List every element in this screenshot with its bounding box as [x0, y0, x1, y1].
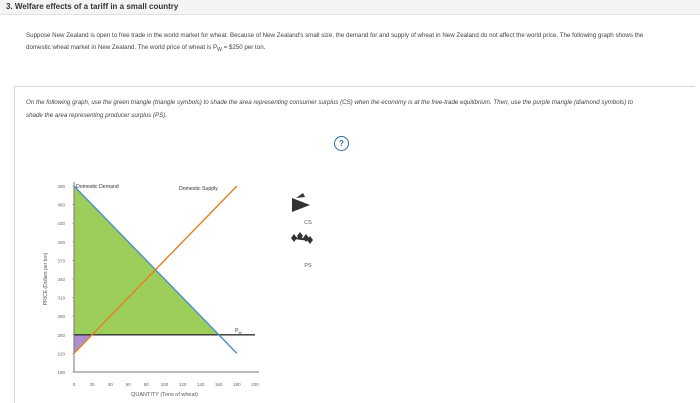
problem-intro-subscript: W	[217, 46, 222, 53]
x-tick-label: 40	[107, 382, 113, 387]
y-tick-label: 340	[57, 277, 65, 282]
question-title: 3. Welfare effects of a tariff in a small country	[6, 2, 179, 11]
y-tick-label: 280	[57, 314, 65, 320]
y-tick-label: 190	[57, 370, 65, 375]
problem-intro: Suppose New Zealand is open to free trade in the world market for wheat. Because of New Zealand's small size, the demand for and supply of wheat in New Zealand do not affect the world price. The following graph shows the domestic wheat market in New Zealand. The world price of wheat is P	[26, 32, 644, 51]
y-tick-label: 250	[57, 332, 65, 338]
y-tick-label: 400	[57, 239, 65, 245]
supply-curve-label: Domestic Supply	[178, 186, 218, 192]
x-tick-label: 20	[89, 382, 95, 387]
title-bar	[0, 0, 700, 15]
x-tick-label: 80	[143, 382, 149, 387]
x-tick-label: 120	[178, 382, 187, 387]
y-tick-label: 430	[57, 221, 65, 227]
x-tick-label: 0	[72, 382, 76, 387]
x-tick-label: 100	[160, 382, 169, 387]
world-price-subscript: W	[238, 330, 242, 335]
problem-intro-tail: = $250 per ton.	[221, 43, 266, 51]
x-axis-title: QUANTITY (Tons of wheat)	[131, 392, 198, 398]
x-tick-label: 200	[251, 382, 259, 387]
y-axis-title: PRICE (Dollars per ton)	[43, 252, 49, 306]
y-tick-label: 370	[57, 258, 65, 264]
demand-curve-label: Domestic Demand	[76, 184, 119, 190]
y-tick-label: 490	[57, 184, 65, 189]
world-price-label: $P_W$	[235, 327, 242, 335]
ps-tool-label: PS	[304, 263, 312, 269]
x-tick-label: 180	[233, 382, 241, 387]
y-tick-label: 310	[57, 295, 65, 301]
help-button[interactable]: ?	[334, 136, 349, 151]
x-tick-label: 60	[125, 382, 131, 387]
x-tick-label: 160	[215, 382, 223, 387]
x-tick-label: 140	[196, 382, 205, 387]
problem-statement	[26, 30, 666, 56]
cs-tool-label: CS	[304, 220, 312, 226]
y-tick-label: 460	[57, 202, 65, 208]
graph-instructions: On the following graph, use the green triangle (triangle symbols) to shade the area representing consumer surplus (CS) when the economy is at the free-trade equilibrium. Then, use the purple triangle (diamond symbols) to shade the area representing producer surplus (PS).	[26, 99, 634, 119]
y-tick-label: 220	[57, 351, 65, 357]
